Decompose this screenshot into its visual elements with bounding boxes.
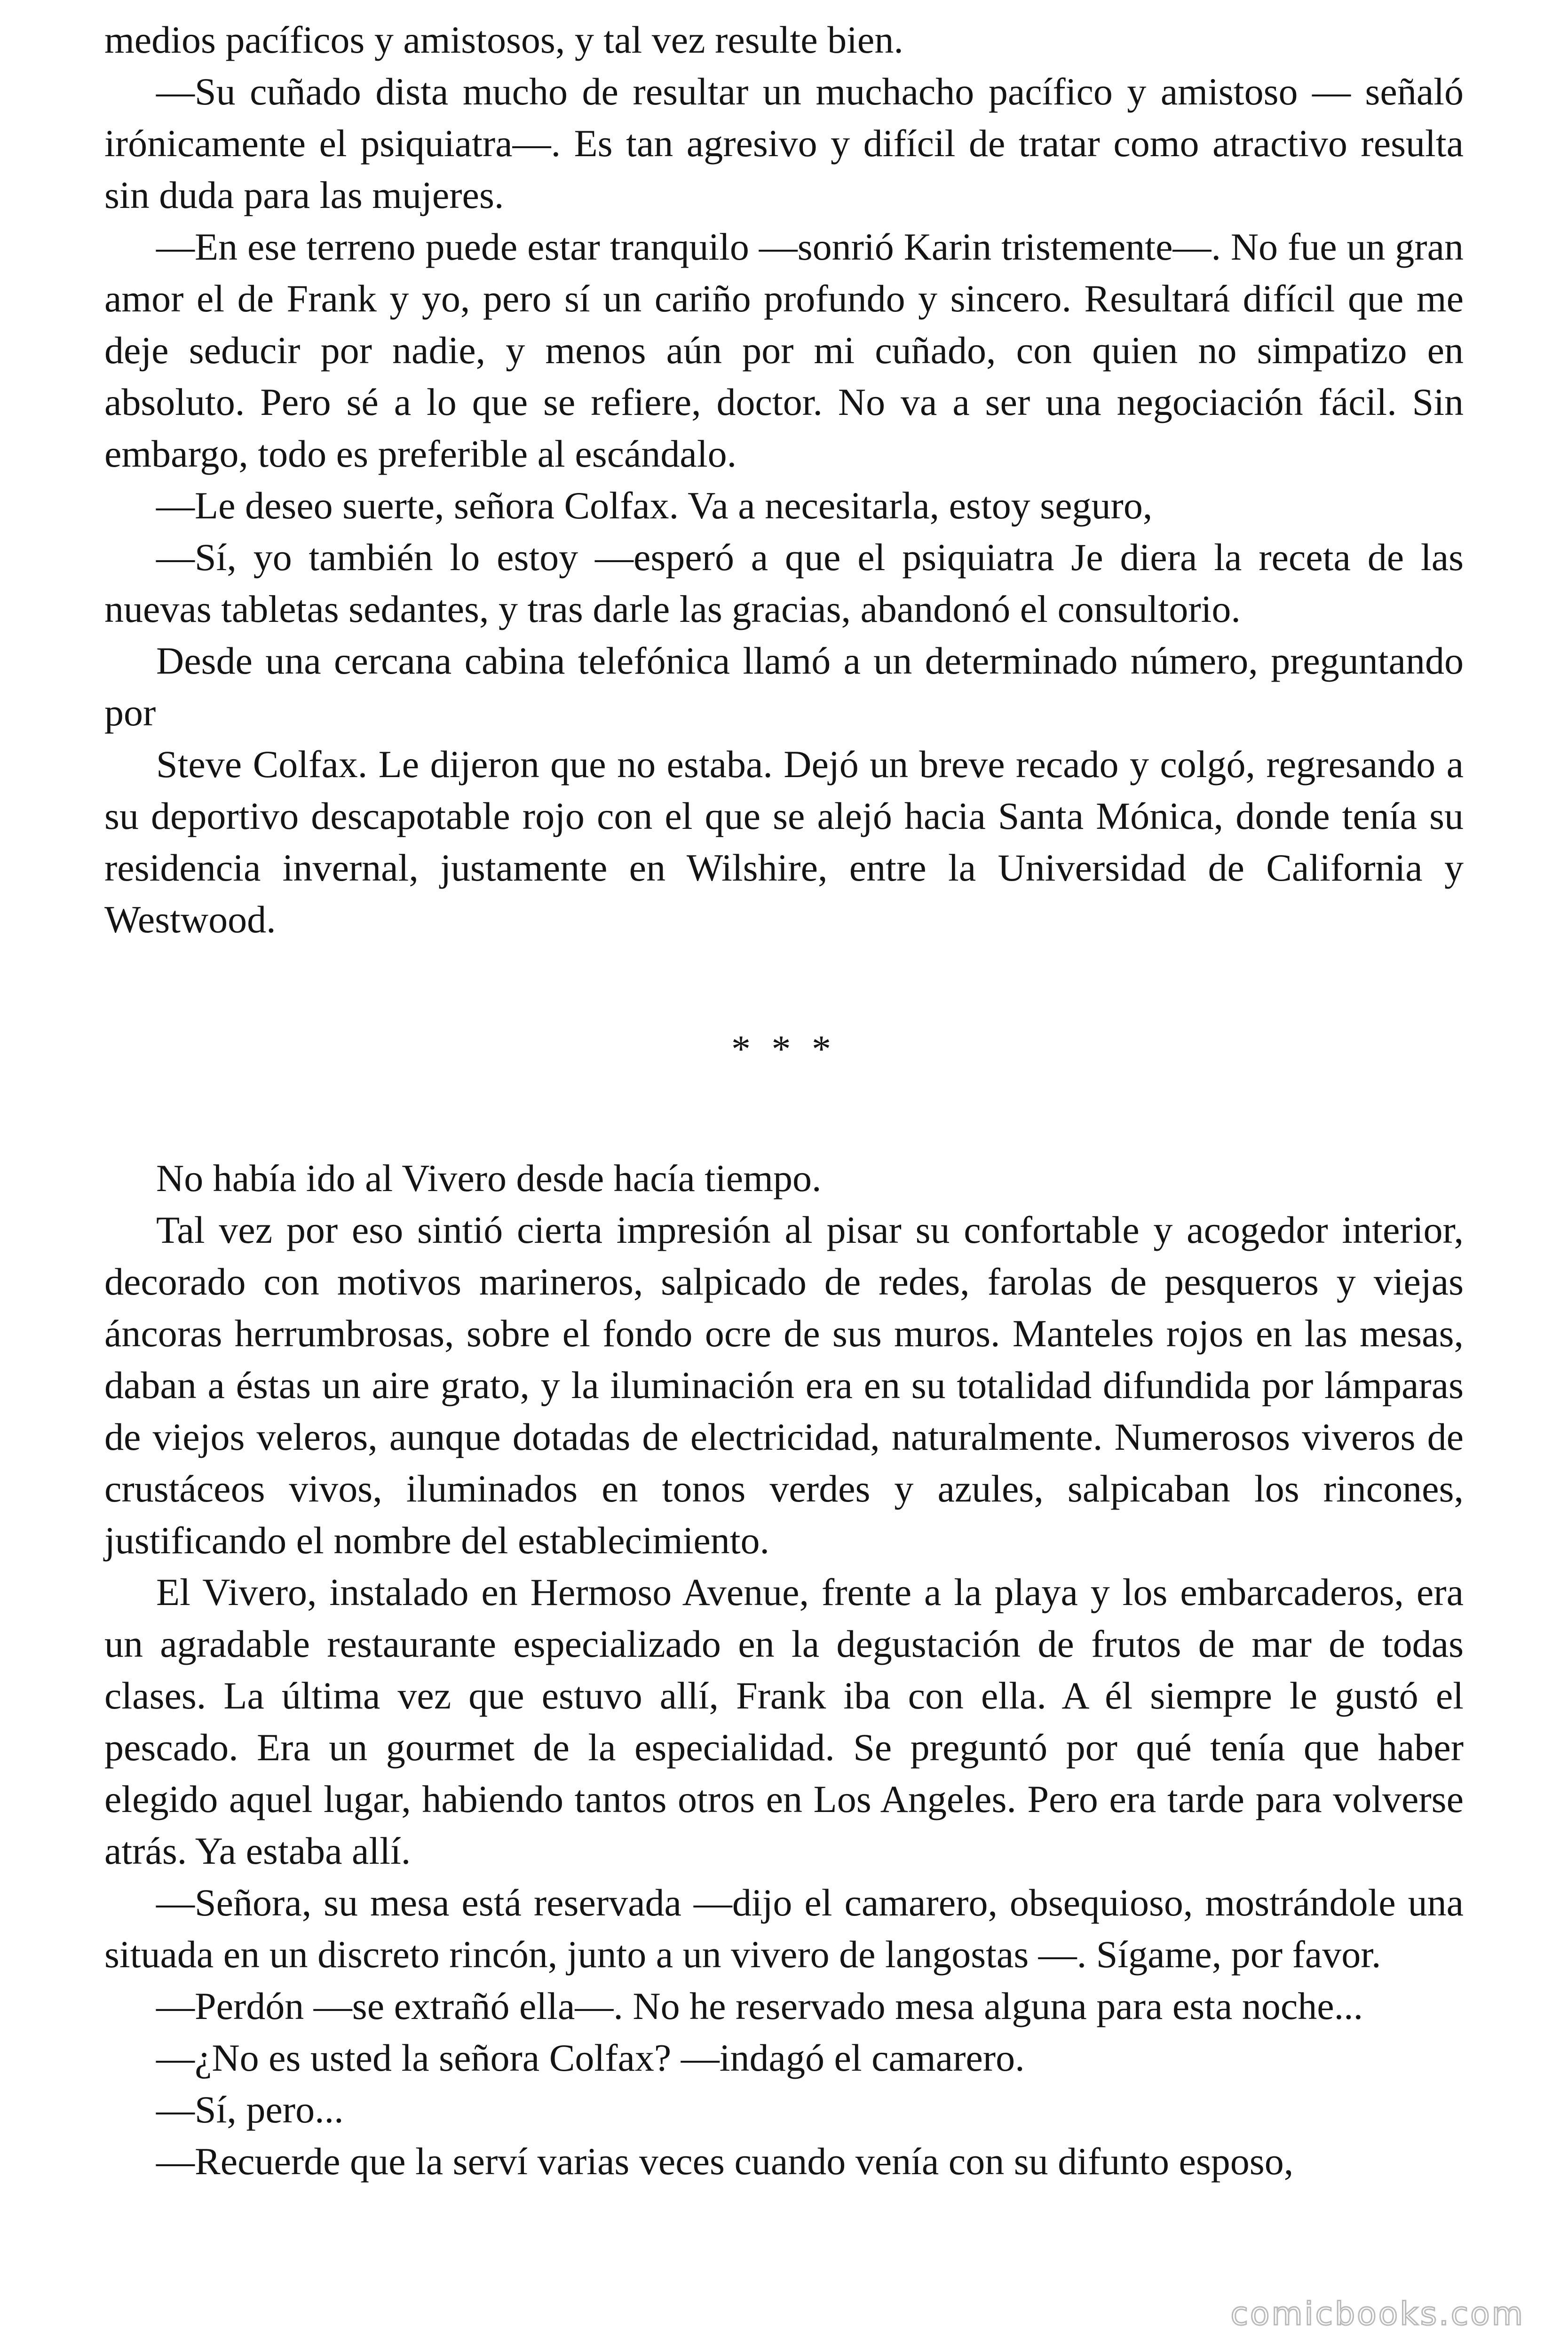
paragraph: —Le deseo suerte, señora Colfax. Va a necesitarla, estoy seguro, [156,484,1153,527]
paragraph: —Señora, su mesa está reservada —dijo el camarero, obsequioso, mostrándole una situada en un discreto rincón, junto a un vivero de langostas —. Sígame, por favor. [104,1881,1464,1976]
paragraph: Desde una cercana cabina telefónica llamó a un determinado número, preguntando por [104,639,1464,734]
paragraph: medios pacíficos y amistosos, y tal vez resulte bien. [104,18,903,61]
paragraph: El Vivero, instalado en Hermoso Avenue, frente a la playa y los embarcaderos, era un agradable restaurante especializado en la degustación de frutos de mar de todas clases. La última vez que estuvo allí, Frank iba con ella. A él siempre le gustó el pescado. Era un gourmet de la especialidad. Se preguntó por qué tenía que haber elegido aquel lugar, habiendo tantos otros en Los Angeles. Pero era tarde para volverse atrás. Ya estaba allí. [104,1571,1464,1872]
paragraph: —Sí, pero... [156,2088,344,2131]
paragraph: No había ido al Vivero desde hacía tiempo. [156,1157,822,1200]
paragraph: —Perdón —se extrañó ella—. No he reservado mesa alguna para esta noche... [156,1985,1363,2027]
paragraph: —En ese terreno puede estar tranquilo —sonrió Karin tristemente—. No fue un gran amor el de Frank y yo, pero sí un cariño profundo y sincero. Resultará difícil que me deje seducir por nadie, y menos aún por mi cuñado, con quien no simpatizo en absoluto. Pero sé a lo que se refiere, doctor. No va a ser una negociación fácil. Sin embargo, todo es preferible al escándalo. [104,225,1464,475]
paragraph: —Su cuñado dista mucho de resultar un muchacho pacífico y amistoso — señaló irónicamente el psiquiatra—. Es tan agresivo y difícil de tratar como atractivo resulta sin duda para las mujeres. [104,70,1464,216]
paragraph: —Sí, yo también lo estoy —esperó a que el psiquiatra Je diera la receta de las nuevas tabletas sedantes, y tras darle las gracias, abandonó el consultorio. [104,536,1464,630]
document-page [104,14,1464,2187]
section-separator: * * * [731,1027,837,1070]
watermark: comicbooks.com [1230,2296,1525,2333]
paragraph: Tal vez por eso sintió cierta impresión al pisar su confortable y acogedor interior, decorado con motivos marineros, salpicado de redes, farolas de pesqueros y viejas áncoras herrumbrosas, sobre el fondo ocre de sus muros. Manteles rojos en las mesas, daban a éstas un aire grato, y la iluminación era en su totalidad difundida por lámparas de viejos veleros, aunque dotadas de electricidad, naturalmente. Numerosos viveros de crustáceos vivos, iluminados en tonos verdes y azules, salpicaban los rincones, justificando el nombre del establecimiento. [104,1208,1464,1562]
paragraph: —Recuerde que la serví varias veces cuando venía con su difunto esposo, [156,2140,1294,2183]
paragraph: —¿No es usted la señora Colfax? —indagó el camarero. [156,2036,1025,2079]
paragraph: Steve Colfax. Le dijeron que no estaba. Dejó un breve recado y colgó, regresando a su deportivo descapotable rojo con el que se alejó hacia Santa Mónica, donde tenía su residencia invernal, justamente en Wilshire, entre la Universidad de California y Westwood. [104,743,1464,941]
